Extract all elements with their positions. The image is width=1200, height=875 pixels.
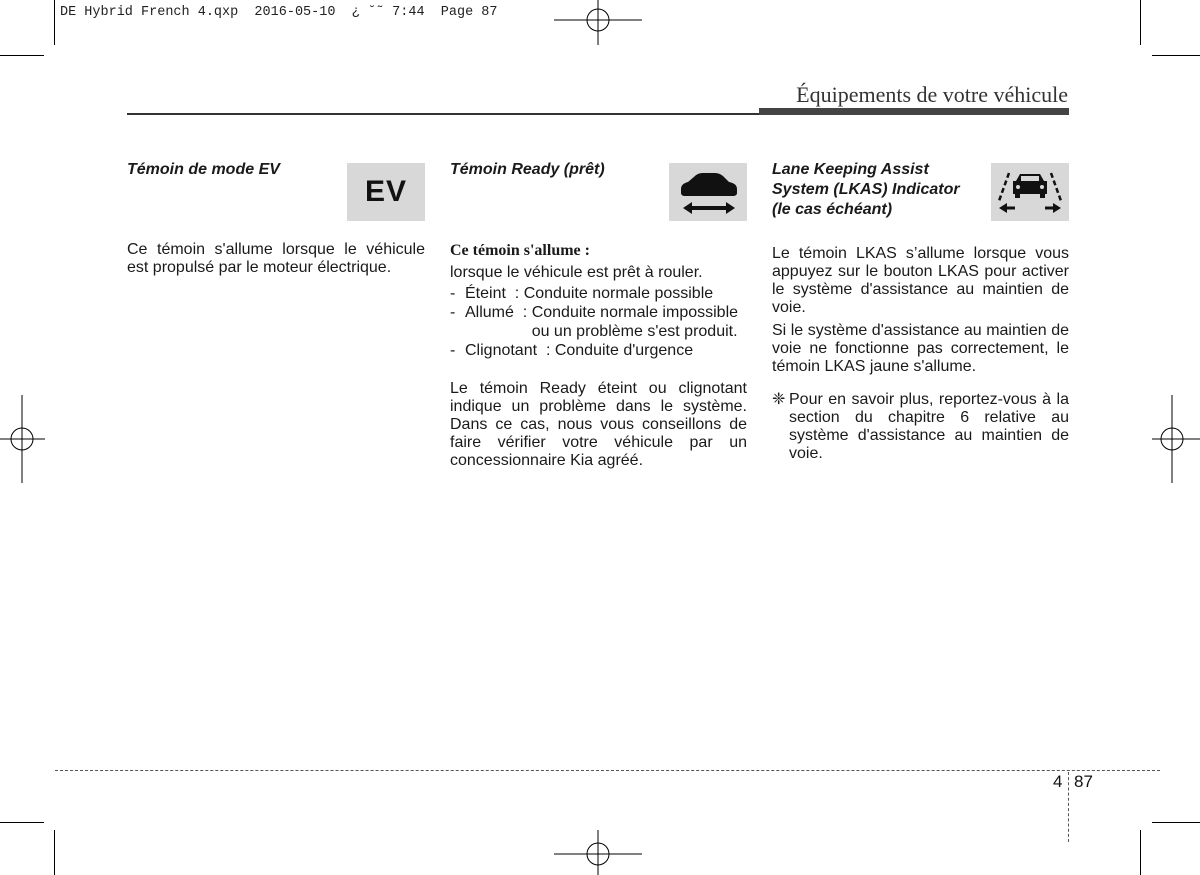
lane-car-icon <box>995 167 1065 217</box>
ready-subhead: Ce témoin s'allume : <box>450 242 590 259</box>
crop-mark-bottom-left-h <box>0 822 44 823</box>
footer-divider <box>1068 772 1069 842</box>
crop-mark-top-left-h <box>0 55 44 56</box>
crop-mark-top-right-h <box>1152 55 1200 56</box>
column-ev-mode <box>127 160 425 277</box>
registration-mark-bottom <box>554 830 642 875</box>
crop-mark-bottom-left-v <box>54 830 55 875</box>
page-number: 87 <box>1074 772 1093 791</box>
lane-keeping-icon <box>991 163 1069 221</box>
print-slug: DE Hybrid French 4.qxp 2016-05-10 ¿ ˘˜ 7:44 Page 87 <box>60 5 498 20</box>
lkas-malfunction: Si le système d'assistance au maintien de voie ne fonctionne pas correctement, le témoin LKAS jaune s'allume. <box>772 322 1069 375</box>
chapter-number: 4 <box>1053 772 1063 791</box>
section-title: Équipements de votre véhicule <box>796 82 1068 107</box>
registration-mark-left <box>0 395 45 483</box>
ev-icon-label: EV <box>364 175 408 208</box>
ready-warning: Le témoin Ready éteint ou clignotant indique un problème dans le système. Dans ce cas, nous vous conseillons de faire vérifier votre véhicule par un concessionnaire Kia agréé. <box>450 380 747 469</box>
car-arrows-icon <box>673 167 743 217</box>
ready-intro: lorsque le véhicule est prêt à rouler. <box>450 264 703 281</box>
lkas-heading: Lane Keeping Assist System (LKAS) Indicator (le cas échéant) <box>772 161 960 218</box>
footer-rule <box>55 770 1160 771</box>
crop-mark-bottom-right-v <box>1140 830 1141 875</box>
list-item: - Allumé : Conduite normale impossible ou un problème s'est produit. <box>450 304 739 340</box>
car-ready-icon <box>669 163 747 221</box>
registration-mark-top <box>554 0 642 45</box>
note-symbol-icon: ❈ <box>772 391 786 408</box>
header-rule-thick <box>759 108 1069 115</box>
lkas-note-text: Pour en savoir plus, reportez-vous à la section du chapitre 6 relative au système d'assistance au maintien de voie. <box>789 391 1069 462</box>
ready-status-list <box>450 284 747 360</box>
crop-mark-top-left-v <box>54 0 55 45</box>
lkas-note <box>772 391 1069 463</box>
lkas-description: Le témoin LKAS s’allume lorsque vous appuyez sur le bouton LKAS pour activer le système d'assistance au maintien de voie. <box>772 245 1069 316</box>
column-lkas <box>772 160 1069 463</box>
list-item: - Clignotant : Conduite d'urgence <box>450 342 694 359</box>
registration-mark-right <box>1152 395 1200 483</box>
header-rule-thin <box>127 113 759 115</box>
ev-mode-heading: Témoin de mode EV <box>127 161 280 178</box>
crop-mark-bottom-right-h <box>1152 822 1200 823</box>
list-item: - Éteint : Conduite normale possible <box>450 285 714 302</box>
ev-mode-icon <box>347 163 425 221</box>
ev-mode-description: Ce témoin s'allume lorsque le véhicule est propulsé par le moteur électrique. <box>127 241 425 276</box>
column-ready <box>450 160 747 470</box>
ready-heading: Témoin Ready (prêt) <box>450 161 605 178</box>
crop-mark-top-right-v <box>1140 0 1141 45</box>
